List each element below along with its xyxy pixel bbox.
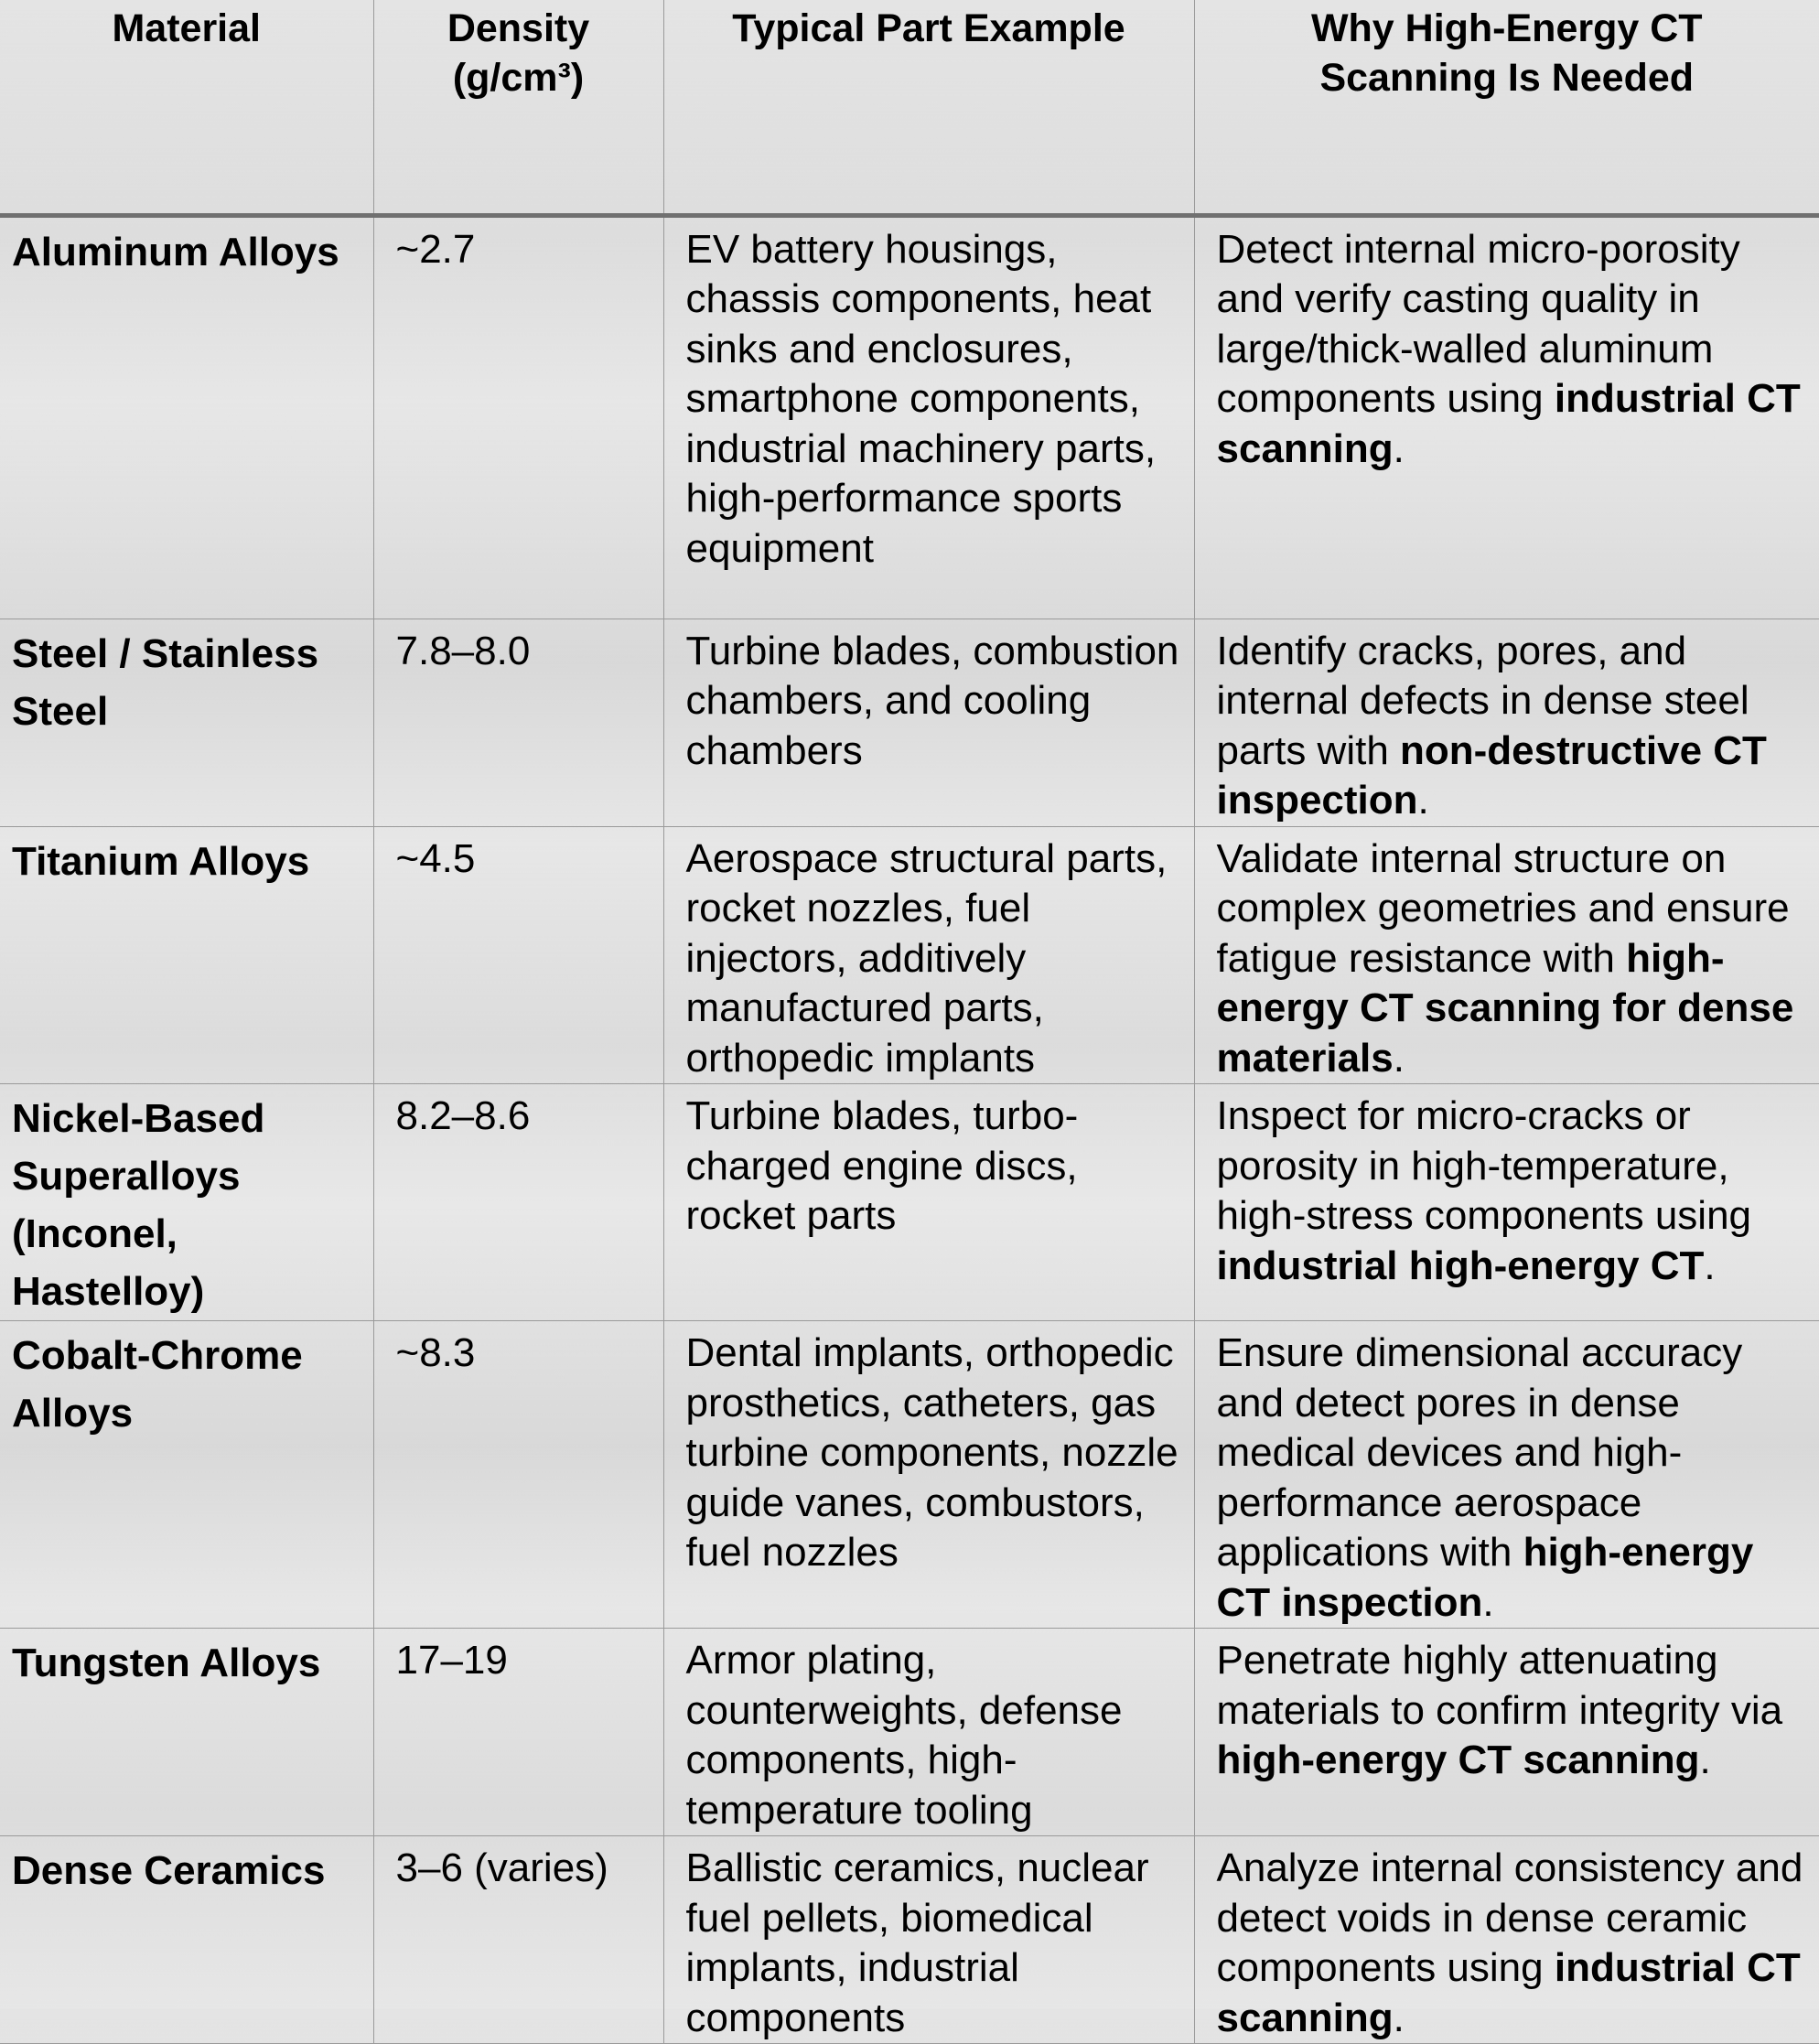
why-emphasis: industrial CT scanning (1216, 376, 1801, 471)
table-row (0, 619, 1819, 826)
why-cell (1194, 1629, 1819, 1836)
why-cell (1194, 1084, 1819, 1321)
material-cell: Tungsten Alloys (0, 1629, 373, 1836)
example-cell: EV battery housings, chassis components, heat sinks and enclosures, smartphone components, industrial machinery parts, high-performance sports equipment (663, 215, 1194, 619)
example-cell: Turbine blades, combustion chambers, and cooling chambers (663, 619, 1194, 826)
material-cell: Dense Ceramics (0, 1836, 373, 2044)
header-row (0, 0, 1819, 215)
why-text: Penetrate highly attenuating materials to confirm integrity via (1216, 1638, 1783, 1733)
example-cell: Aerospace structural parts, rocket nozzles, fuel injectors, additively manufactured parts, orthopedic implants (663, 826, 1194, 1084)
why-text: Validate internal structure on complex geometries and ensure fatigue resistance with (1216, 835, 1790, 981)
example-cell: Ballistic ceramics, nuclear fuel pellets, biomedical implants, industrial components (663, 1836, 1194, 2044)
why-text: . (1482, 1579, 1494, 1625)
why-cell (1194, 1321, 1819, 1629)
density-cell: 7.8–8.0 (373, 619, 663, 826)
density-cell: 17–19 (373, 1629, 663, 1836)
why-emphasis: non-destructive CT inspection (1216, 727, 1767, 823)
table-row (0, 1836, 1819, 2044)
why-text: Detect internal micro-porosity and verify casting quality in large/thick-walled aluminum components using (1216, 226, 1740, 421)
table-row (0, 1629, 1819, 1836)
why-text: Ensure dimensional accuracy and detect pores in dense medical devices and high-performance aerospace applications with (1216, 1330, 1743, 1575)
example-cell: Turbine blades, turbo-charged engine discs, rocket parts (663, 1084, 1194, 1321)
material-cell: Aluminum Alloys (0, 215, 373, 619)
header-example: Typical Part Example (663, 0, 1194, 215)
why-text: . (1393, 1995, 1405, 2040)
why-emphasis: industrial CT scanning (1216, 1945, 1801, 2040)
why-cell (1194, 1836, 1819, 2044)
why-text: . (1704, 1243, 1716, 1288)
header-why: Why High-Energy CT Scanning Is Needed (1194, 0, 1819, 215)
density-cell: ~2.7 (373, 215, 663, 619)
material-cell: Nickel-Based Superalloys (Inconel, Hastelloy) (0, 1084, 373, 1321)
why-cell (1194, 619, 1819, 826)
why-emphasis: high-energy CT inspection (1216, 1530, 1754, 1625)
why-text: . (1417, 778, 1429, 823)
table-row (0, 1321, 1819, 1629)
why-cell (1194, 215, 1819, 619)
table-row (0, 826, 1819, 1084)
header-density: Density (g/cm³) (373, 0, 663, 215)
why-text: Analyze internal consistency and detect voids in dense ceramic components using (1216, 1845, 1803, 1990)
header-material: Material (0, 0, 373, 215)
example-cell: Armor plating, counterweights, defense components, high-temperature tooling (663, 1629, 1194, 1836)
density-cell: 8.2–8.6 (373, 1084, 663, 1321)
why-text: Identify cracks, pores, and internal defects in dense steel parts with (1216, 628, 1749, 773)
density-cell: ~8.3 (373, 1321, 663, 1629)
why-text: Inspect for micro-cracks or porosity in high-temperature, high-stress components using (1216, 1093, 1752, 1238)
table-row (0, 215, 1819, 619)
why-text: . (1393, 425, 1405, 471)
material-cell: Titanium Alloys (0, 826, 373, 1084)
table-row (0, 1084, 1819, 1321)
density-cell: ~4.5 (373, 826, 663, 1084)
why-emphasis: high-energy CT scanning for dense materials (1216, 935, 1794, 1081)
why-text: . (1699, 1737, 1711, 1782)
why-cell (1194, 826, 1819, 1084)
material-cell: Steel / Stainless Steel (0, 619, 373, 826)
why-emphasis: industrial high-energy CT (1216, 1243, 1705, 1288)
why-emphasis: high-energy CT scanning (1216, 1737, 1700, 1782)
why-text: . (1393, 1035, 1405, 1081)
material-cell: Cobalt-Chrome Alloys (0, 1321, 373, 1629)
density-cell: 3–6 (varies) (373, 1836, 663, 2044)
example-cell: Dental implants, orthopedic prosthetics, catheters, gas turbine components, nozzle guide vanes, combustors, fuel nozzles (663, 1321, 1194, 1629)
